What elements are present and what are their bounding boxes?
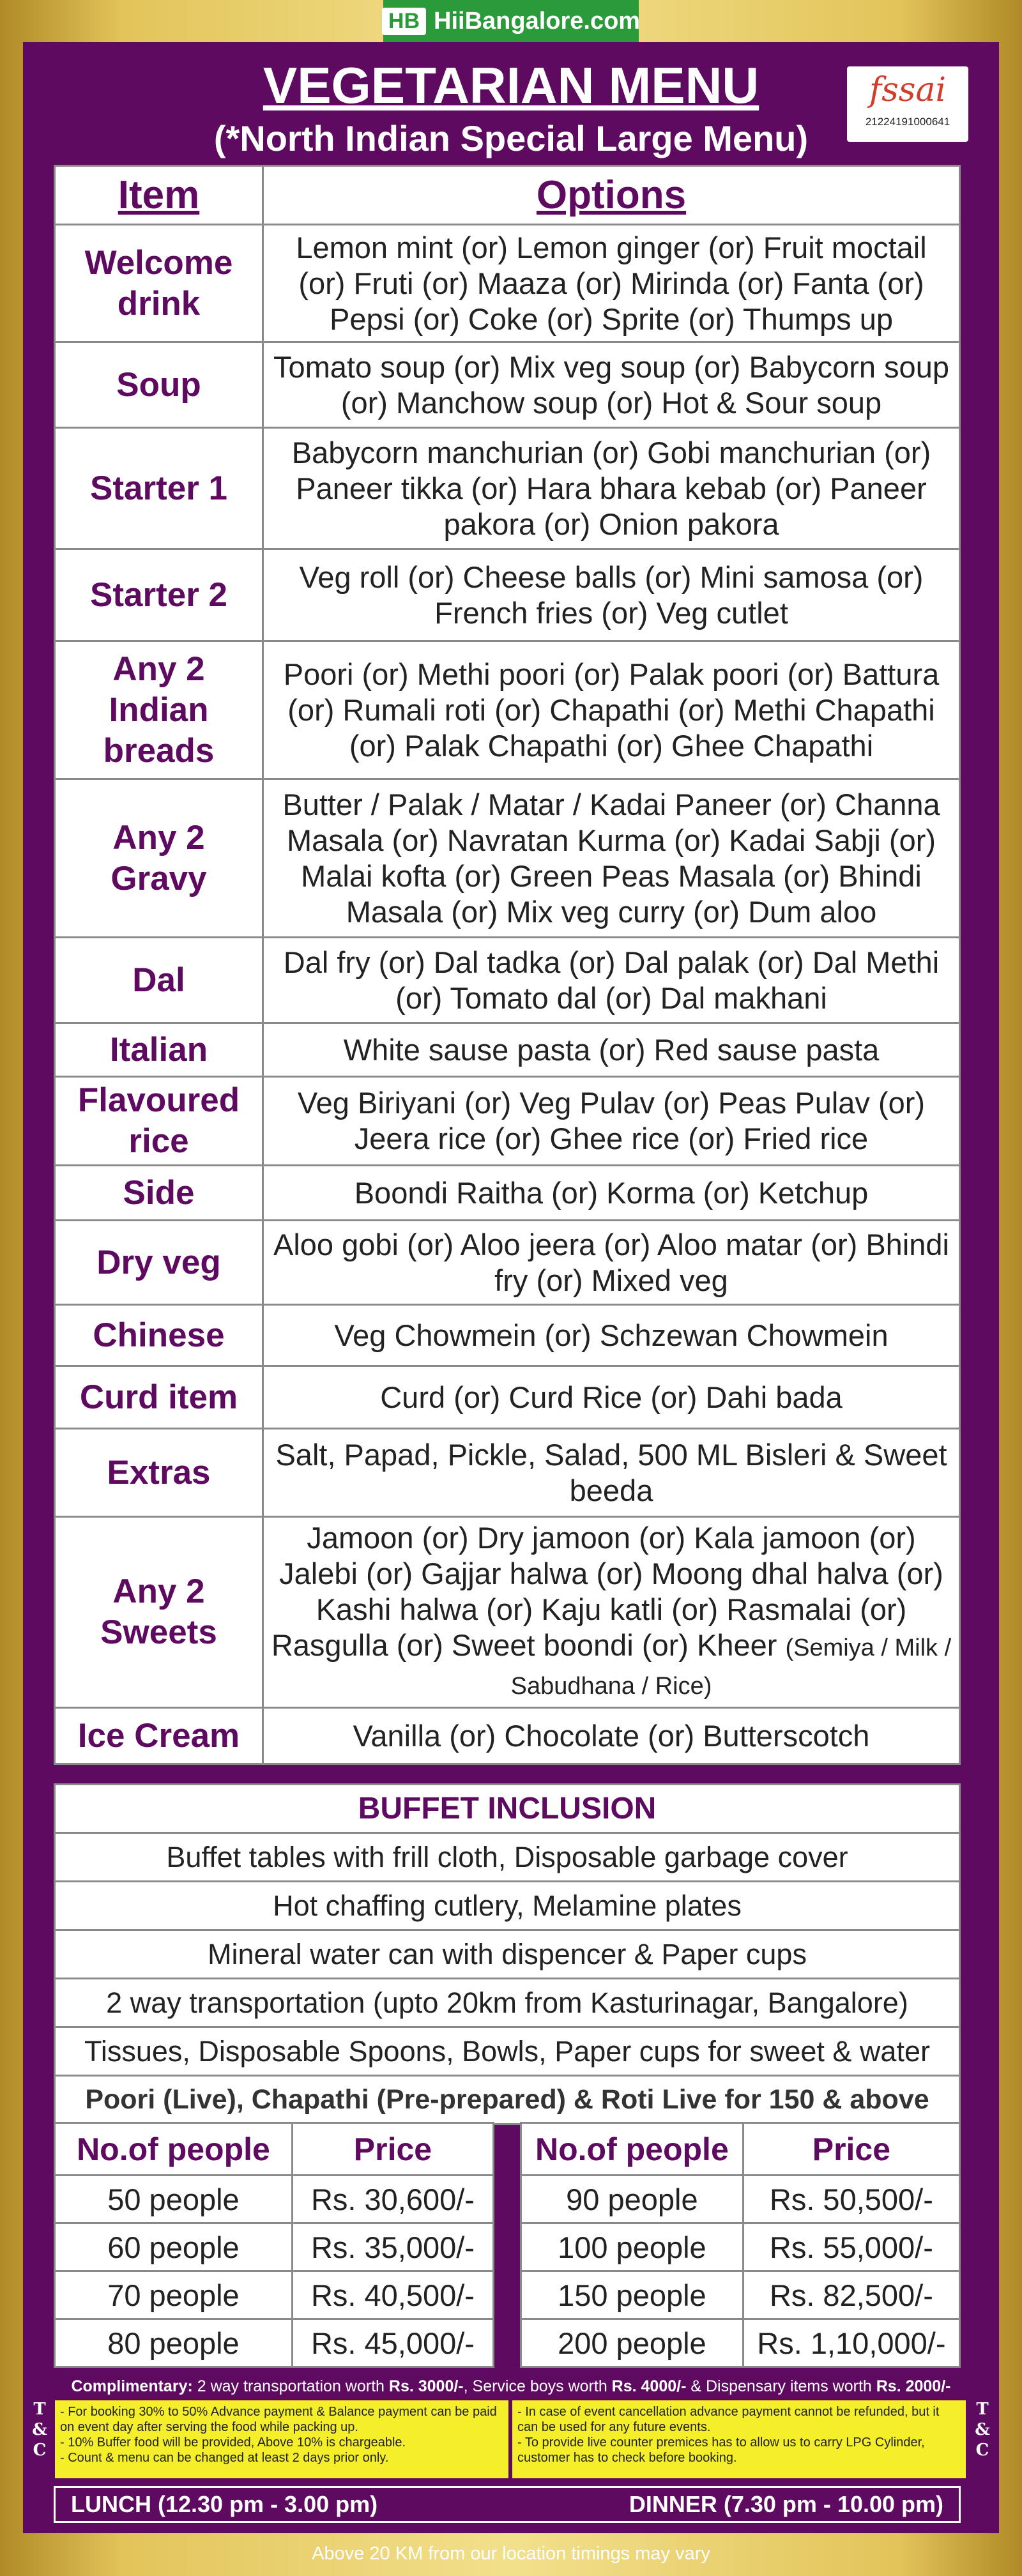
menu-row — [55, 225, 960, 342]
col-options-header: Options — [263, 166, 960, 225]
menu-item: Welcome drink — [55, 225, 263, 342]
timings-bar — [54, 2486, 961, 2523]
terms-line: - 10% Buffer food will be provided, Above 10% is chargeable. — [60, 2435, 406, 2450]
buffet-line: Mineral water can with dispencer & Paper cups — [55, 1930, 960, 1979]
price-value: Rs. 1,10,000/- — [743, 2319, 959, 2367]
menu-row — [55, 549, 960, 641]
people-count: 50 people — [55, 2176, 293, 2223]
people-count: 60 people — [55, 2223, 293, 2271]
price-table-right — [520, 2122, 961, 2368]
price-value: Rs. 40,500/- — [292, 2271, 493, 2319]
people-count: 100 people — [521, 2223, 744, 2271]
menu-options: Veg roll (or) Cheese balls (or) Mini samosa (or) French fries (or) Veg cutlet — [263, 549, 960, 641]
menu-row — [55, 1077, 960, 1166]
menu-item: Starter 2 — [55, 549, 263, 641]
menu-options: Vanilla (or) Chocolate (or) Butterscotch — [263, 1708, 960, 1764]
buffet-line: Tissues, Disposable Spoons, Bowls, Paper cups for sweet & water — [55, 2027, 960, 2076]
people-count: 70 people — [55, 2271, 293, 2319]
menu-row — [55, 428, 960, 549]
menu-table-header — [55, 166, 960, 225]
terms-side-label-left: T & C — [32, 2400, 47, 2460]
price-value: Rs. 55,000/- — [743, 2223, 959, 2271]
menu-row — [55, 1429, 960, 1517]
col-people-header: No.of people — [521, 2123, 744, 2176]
menu-panel — [23, 42, 999, 2533]
buffet-line: Buffet tables with frill cloth, Disposable garbage cover — [55, 1833, 960, 1882]
price-row — [521, 2319, 960, 2367]
terms-side-label-right: T & C — [975, 2400, 990, 2460]
col-item-header: Item — [55, 166, 263, 225]
terms-line: - In case of event cancellation advance payment cannot be refunded, but it can be used for any future events. — [517, 2405, 940, 2434]
price-row — [521, 2176, 960, 2223]
terms-line: - For booking 30% to 50% Advance payment & Balance payment can be paid on event day after serving the food while packing up. — [60, 2405, 497, 2434]
buffet-line: 2 way transportation (upto 20km from Kasturinagar, Bangalore) — [55, 1979, 960, 2027]
menu-options: Babycorn manchurian (or) Gobi manchurian (or) Paneer tikka (or) Hara bhara kebab (or) Paneer pakora (or) Onion pakora — [263, 428, 960, 549]
price-value: Rs. 82,500/- — [743, 2271, 959, 2319]
dinner-timing: DINNER (7.30 pm - 10.00 pm) — [629, 2491, 943, 2517]
terms-line: - To provide live counter premices has to allow us to carry LPG Cylinder, customer has to check before booking. — [517, 2435, 925, 2465]
menu-row — [55, 1305, 960, 1366]
fssai-license-number: 21224191000641 — [865, 116, 950, 128]
brand-site-name: HiiBangalore.com — [434, 7, 641, 34]
menu-options: Salt, Papad, Pickle, Salad, 500 ML Bisleri & Sweet beeda — [263, 1429, 960, 1517]
menu-item: Dal — [55, 938, 263, 1023]
buffet-line: Hot chaffing cutlery, Melamine plates — [55, 1882, 960, 1930]
col-price-header: Price — [292, 2123, 493, 2176]
menu-item: Any 2 Sweets — [55, 1517, 263, 1708]
col-price-header: Price — [743, 2123, 959, 2176]
price-table-left — [54, 2122, 494, 2368]
menu-item: Any 2 Indian breads — [55, 641, 263, 779]
menu-item: Italian — [55, 1023, 263, 1077]
menu-item: Any 2 Gravy — [55, 779, 263, 938]
buffet-title: BUFFET INCLUSION — [55, 1785, 960, 1833]
people-count: 90 people — [521, 2176, 744, 2223]
price-value: Rs. 30,600/- — [292, 2176, 493, 2223]
menu-row — [55, 1166, 960, 1221]
menu-options: White sause pasta (or) Red sause pasta — [263, 1023, 960, 1077]
price-value: Rs. 50,500/- — [743, 2176, 959, 2223]
price-value: Rs. 45,000/- — [292, 2319, 493, 2367]
buffet-inclusion-table — [54, 1783, 961, 2125]
menu-row — [55, 1517, 960, 1708]
menu-options: Lemon mint (or) Lemon ginger (or) Fruit moctail (or) Fruti (or) Maaza (or) Mirinda (or) Fanta (or) Pepsi (or) Coke (or) Sprite (or) Thumps up — [263, 225, 960, 342]
menu-options: Boondi Raitha (or) Korma (or) Ketchup — [263, 1166, 960, 1221]
col-people-header: No.of people — [55, 2123, 293, 2176]
complimentary-line: Complimentary: 2 way transportation worth Rs. 3000/-, Service boys worth Rs. 4000/- & Dispensary items worth Rs. 2000/- — [71, 2377, 951, 2395]
menu-item: Side — [55, 1166, 263, 1221]
lunch-timing: LUNCH (12.30 pm - 3.00 pm) — [71, 2491, 378, 2517]
menu-options: Butter / Palak / Matar / Kadai Paneer (or) Channa Masala (or) Navratan Kurma (or) Kadai Sabji (or) Malai kofta (or) Green Peas Masala (or) Bhindi Masala (or) Mix veg curry (or) Dum aloo — [263, 779, 960, 938]
page-title: VEGETARIAN MENU — [263, 57, 759, 114]
menu-item: Dry veg — [55, 1221, 263, 1305]
menu-options: Veg Biriyani (or) Veg Pulav (or) Peas Pulav (or) Jeera rice (or) Ghee rice (or) Fried rice — [263, 1077, 960, 1166]
menu-table — [54, 165, 961, 1765]
menu-row — [55, 1708, 960, 1764]
menu-row — [55, 1366, 960, 1429]
menu-item: Starter 1 — [55, 428, 263, 549]
footer-note: Above 20 KM from our location timings may vary — [312, 2543, 710, 2564]
menu-row — [55, 342, 960, 428]
brand-logo: HB — [382, 8, 426, 35]
menu-options: Curd (or) Curd Rice (or) Dahi bada — [263, 1366, 960, 1429]
menu-item: Ice Cream — [55, 1708, 263, 1764]
fssai-logo: fssai — [869, 71, 947, 109]
terms-line: - Count & menu can be changed at least 2 days prior only. — [60, 2451, 389, 2465]
menu-options: Dal fry (or) Dal tadka (or) Dal palak (or) Dal Methi (or) Tomato dal (or) Dal makhani — [263, 938, 960, 1023]
price-row — [521, 2223, 960, 2271]
price-row — [521, 2271, 960, 2319]
menu-options: Tomato soup (or) Mix veg soup (or) Babycorn soup (or) Manchow soup (or) Hot & Sour soup — [263, 342, 960, 428]
terms-box-left — [55, 2400, 508, 2478]
people-count: 150 people — [521, 2271, 744, 2319]
menu-row — [55, 938, 960, 1023]
menu-item: Extras — [55, 1429, 263, 1517]
price-row — [55, 2319, 494, 2367]
menu-item: Chinese — [55, 1305, 263, 1366]
terms-box-right — [512, 2400, 966, 2478]
buffet-live-note: Poori (Live), Chapathi (Pre-prepared) & Roti Live for 150 & above — [55, 2076, 960, 2124]
menu-row — [55, 779, 960, 938]
people-count: 80 people — [55, 2319, 293, 2367]
site-brand-banner — [383, 0, 639, 42]
people-count: 200 people — [521, 2319, 744, 2367]
menu-item: Curd item — [55, 1366, 263, 1429]
menu-row — [55, 1221, 960, 1305]
price-value: Rs. 35,000/- — [292, 2223, 493, 2271]
menu-row — [55, 641, 960, 779]
price-row — [55, 2223, 494, 2271]
price-row — [55, 2271, 494, 2319]
fssai-badge — [847, 66, 968, 142]
menu-item: Flavoured rice — [55, 1077, 263, 1166]
menu-options-note: (Semiya / Milk / Sabudhana / Rice) — [510, 1635, 952, 1700]
menu-options: Veg Chowmein (or) Schzewan Chowmein — [263, 1305, 960, 1366]
menu-options — [263, 1517, 960, 1708]
menu-options: Aloo gobi (or) Aloo jeera (or) Aloo matar (or) Bhindi fry (or) Mixed veg — [263, 1221, 960, 1305]
menu-options: Poori (or) Methi poori (or) Palak poori (or) Battura (or) Rumali roti (or) Chapathi (or) Methi Chapathi (or) Palak Chapathi (or) Ghee Chapathi — [263, 641, 960, 779]
menu-row — [55, 1023, 960, 1077]
price-row — [55, 2176, 494, 2223]
menu-options-text: Jamoon (or) Dry jamoon (or) Kala jamoon (or) Jalebi (or) Gajjar halwa (or) Moong dhal halva (or) Kashi halwa (or) Kaju katli (or) Rasmalai (or) Rasgulla (or) Sweet boondi (or) Kheer — [271, 1521, 943, 1662]
menu-item: Soup — [55, 342, 263, 428]
page-subtitle: (*North Indian Special Large Menu) — [213, 118, 809, 158]
